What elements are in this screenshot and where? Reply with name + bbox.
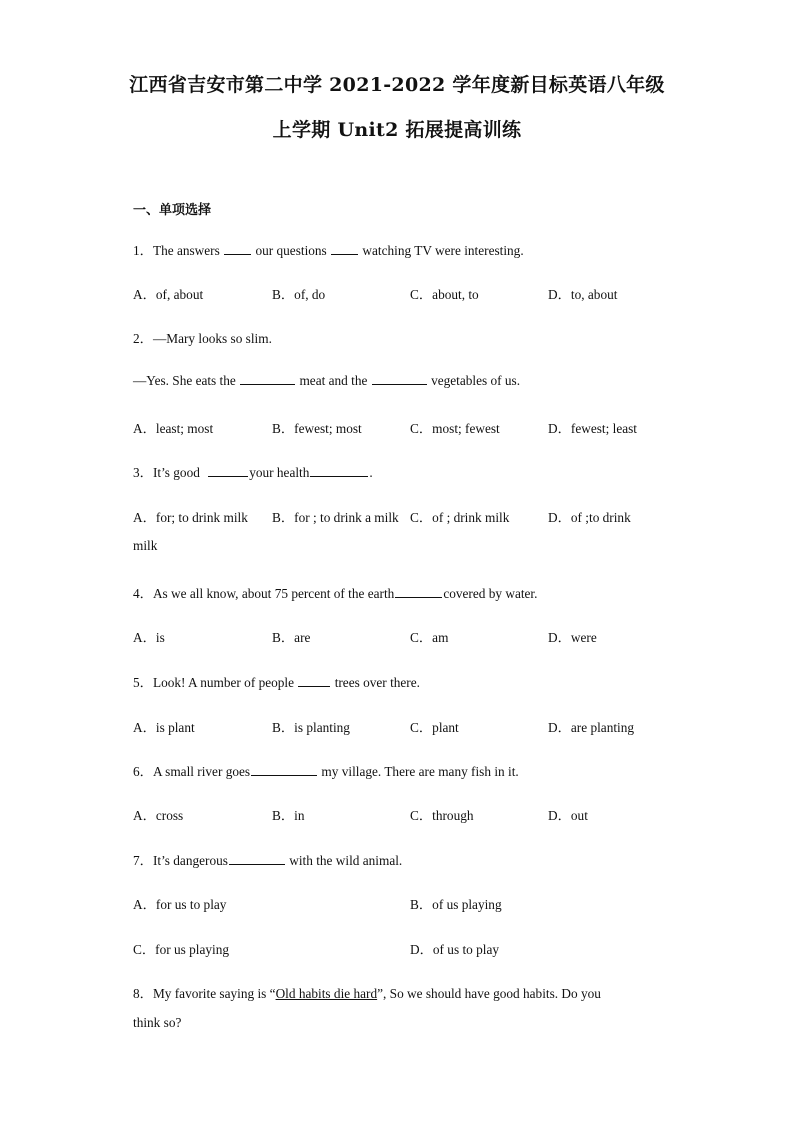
- question-2-option-c: C．most; fewest: [410, 421, 500, 436]
- stem-text: .: [369, 465, 373, 480]
- document-title-line-2: 上学期 Unit2 拓展提高训练: [272, 119, 522, 141]
- underlined-phrase: Old habits die hard: [275, 986, 378, 1001]
- stem-text: your health: [249, 465, 310, 480]
- question-number: 3．: [133, 465, 153, 480]
- question-2-dialogue: [133, 373, 520, 389]
- answer-blank: [229, 853, 285, 865]
- stem-text: The answers: [152, 243, 220, 258]
- stem-text: A small river goes: [152, 764, 251, 779]
- question-number: 4．: [133, 586, 153, 601]
- answer-blank: [331, 243, 358, 255]
- question-1-option-c: C．about, to: [410, 287, 479, 302]
- question-4-stem: [133, 583, 537, 602]
- answer-blank: [224, 243, 251, 255]
- stem-text: It’s good: [152, 465, 200, 480]
- question-1-option-a: A．of, about: [133, 287, 204, 302]
- question-6-stem: [133, 761, 519, 780]
- answer-blank: [372, 373, 427, 385]
- question-number: 1．: [133, 243, 153, 258]
- question-2-stem: [133, 328, 272, 347]
- question-8-stem: [133, 983, 601, 1002]
- stem-text: meat and the: [299, 373, 368, 388]
- stem-text: trees over there.: [334, 675, 420, 690]
- question-6-option-c: C．through: [410, 808, 474, 823]
- question-7-stem: [133, 850, 402, 869]
- question-3-option-d-continued: milk: [133, 538, 158, 553]
- question-4-option-b: B．are: [272, 630, 311, 645]
- question-5-option-d: D．are planting: [548, 720, 635, 735]
- question-6-option-d: D．out: [548, 808, 588, 823]
- question-2-option-a: A．least; most: [133, 421, 214, 436]
- question-7-option-a: A．for us to play: [133, 897, 227, 912]
- question-number: 8．: [133, 986, 153, 1001]
- answer-blank: [240, 373, 295, 385]
- question-number: 7．: [133, 853, 153, 868]
- stem-text: vegetables of us.: [431, 373, 521, 388]
- question-1-option-d: D．to, about: [548, 287, 618, 302]
- answer-blank: [395, 586, 442, 598]
- question-2-option-d: D．fewest; least: [548, 421, 637, 436]
- question-5-option-b: B．is planting: [272, 720, 350, 735]
- answer-blank: [310, 465, 368, 477]
- question-4-option-a: A．is: [133, 630, 165, 645]
- answer-blank: [208, 465, 248, 477]
- question-7-option-b: B．of us playing: [410, 897, 502, 912]
- stem-text: ”, So we should have good habits. Do you: [377, 986, 601, 1001]
- question-7-option-d: D．of us to play: [410, 942, 500, 957]
- stem-text: our questions: [255, 243, 327, 258]
- question-4-option-c: C．am: [410, 630, 449, 645]
- question-5-option-c: C．plant: [410, 720, 459, 735]
- question-5-option-a: A．is plant: [133, 720, 195, 735]
- stem-text: —Mary looks so slim.: [152, 331, 272, 346]
- stem-text: my village. There are many fish in it.: [321, 764, 519, 779]
- stem-text: covered by water.: [443, 586, 538, 601]
- question-5-stem: [133, 672, 420, 691]
- question-3-option-b: B．for ; to drink a milk: [272, 510, 399, 525]
- stem-text: As we all know, about 75 percent of the earth: [152, 586, 395, 601]
- question-2-option-b: B．fewest; most: [272, 421, 362, 436]
- question-8-stem-continued: think so?: [133, 1015, 182, 1030]
- answer-blank: [251, 764, 317, 776]
- question-number: 5．: [133, 675, 153, 690]
- question-4-option-d: D．were: [548, 630, 597, 645]
- stem-text: My favorite saying is “: [152, 986, 276, 1001]
- question-1-stem: [133, 240, 524, 259]
- stem-text: Look! A number of people: [152, 675, 295, 690]
- question-number: 2．: [133, 331, 153, 346]
- question-1-option-b: B．of, do: [272, 287, 326, 302]
- question-number: 6．: [133, 764, 153, 779]
- stem-text: with the wild animal.: [289, 853, 403, 868]
- stem-text: watching TV were interesting.: [362, 243, 524, 258]
- answer-blank: [298, 675, 330, 687]
- question-3-stem: [133, 462, 373, 481]
- question-6-option-a: A．cross: [133, 808, 184, 823]
- question-3-option-c: C．of ; drink milk: [410, 510, 510, 525]
- question-6-option-b: B．in: [272, 808, 305, 823]
- document-title-line-1: 江西省吉安市第二中学 2021-2022 学年度新目标英语八年级: [129, 74, 665, 96]
- question-3-option-a: A．for; to drink milk: [133, 510, 248, 525]
- question-3-option-d: D．of ;to drink: [548, 510, 631, 525]
- question-7-option-c: C．for us playing: [133, 942, 230, 957]
- stem-text: —Yes. She eats the: [133, 373, 236, 388]
- stem-text: It’s dangerous: [152, 853, 228, 868]
- section-heading: 一、单项选择: [133, 203, 212, 218]
